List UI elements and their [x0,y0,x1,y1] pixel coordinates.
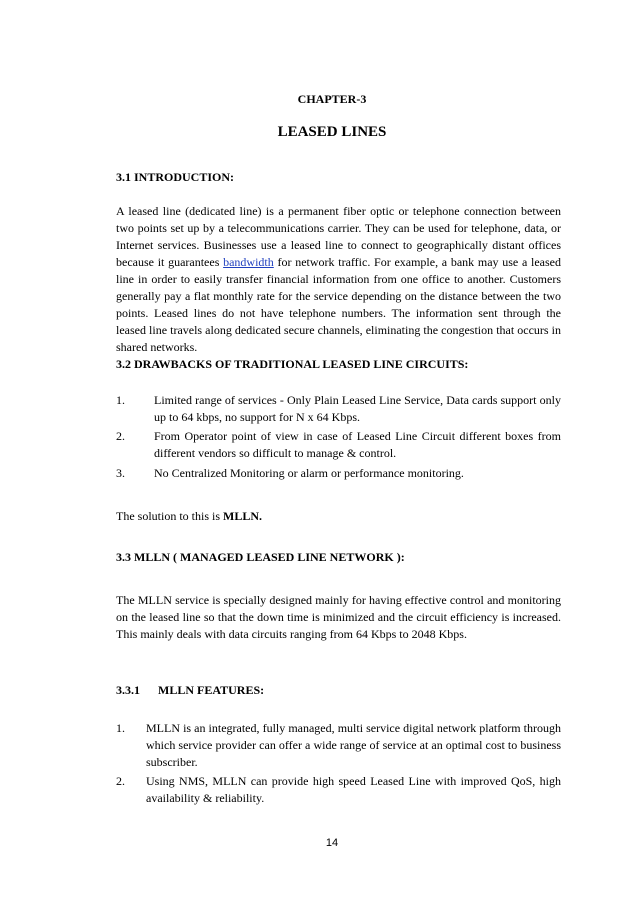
chapter-label: CHAPTER-3 [297,92,367,106]
feature-item-2 [116,773,561,807]
feature-item-1 [116,720,561,771]
subsection-heading-mlln-features [116,683,264,698]
list-text: MLLN is an integrated, fully managed, multi service digital network platform through which service provider can offer a wide range of service at an optimal cost to business subscriber. [146,721,561,769]
list-text: From Operator point of view in case of Leased Line Circuit different boxes from different vendors so difficult to manage & control. [154,429,561,460]
page-number: 14 [325,837,339,849]
list-text: Limited range of services - Only Plain Leased Line Service, Data cards support only up to 64 kbps, no support for N x 64 Kbps. [154,393,561,424]
drawback-item-1 [116,392,561,426]
list-number: 1. [116,393,125,407]
mlln-paragraph: The MLLN service is specially designed mainly for having effective control and monitoring on the leased line so that the down time is minimized and the circuit efficiency is increased. This mainly deals with data circuits ranging from 64 Kbps to 2048 Kbps. [116,593,561,641]
section-heading-mlln: 3.3 MLLN ( MANAGED LEASED LINE NETWORK ): [116,550,405,564]
drawback-item-3 [116,465,561,482]
bandwidth-link[interactable]: bandwidth [223,255,274,269]
introduction-paragraph [116,203,561,356]
list-number: 2. [116,429,125,443]
solution-prefix: The solution to this is [116,509,224,523]
list-number: 1. [116,721,125,735]
subsection-title: MLLN FEATURES: [158,683,265,697]
list-text: No Centralized Monitoring or alarm or performance monitoring. [154,466,464,480]
intro-text-after-link: for network traffic. For example, a bank may use a leased line in order to easily transfer financial information from one office to another. Customers generally pay a flat monthly rate for the service depending on the distance between the two points. Leased lines do not have telephone numbers. The information sent through the leased line travels along dedicated secure channels, eliminating the congestion that occurs in shared networks. [116,255,562,354]
list-number: 2. [116,774,125,788]
drawback-item-2 [116,428,561,462]
solution-line [116,508,561,525]
chapter-title: LEASED LINES [277,124,387,140]
list-number: 3. [116,466,125,480]
subsection-number: 3.3.1 [116,683,140,697]
solution-bold: MLLN. [223,509,263,523]
section-heading-drawbacks: 3.2 DRAWBACKS OF TRADITIONAL LEASED LINE CIRCUITS: [116,357,469,371]
intro-text-before-link: A leased line (dedicated line) is a permanent fiber optic or telephone connection between two points set up by a telecommunications carrier. They can be used for telephone, data, or Internet services. Businesses use a leased line to connect to geographically distant offices because it guarantees [116,204,561,269]
list-text: Using NMS, MLLN can provide high speed Leased Line with improved QoS, high availability & reliability. [146,774,561,805]
section-heading-introduction: 3.1 INTRODUCTION: [116,170,235,184]
